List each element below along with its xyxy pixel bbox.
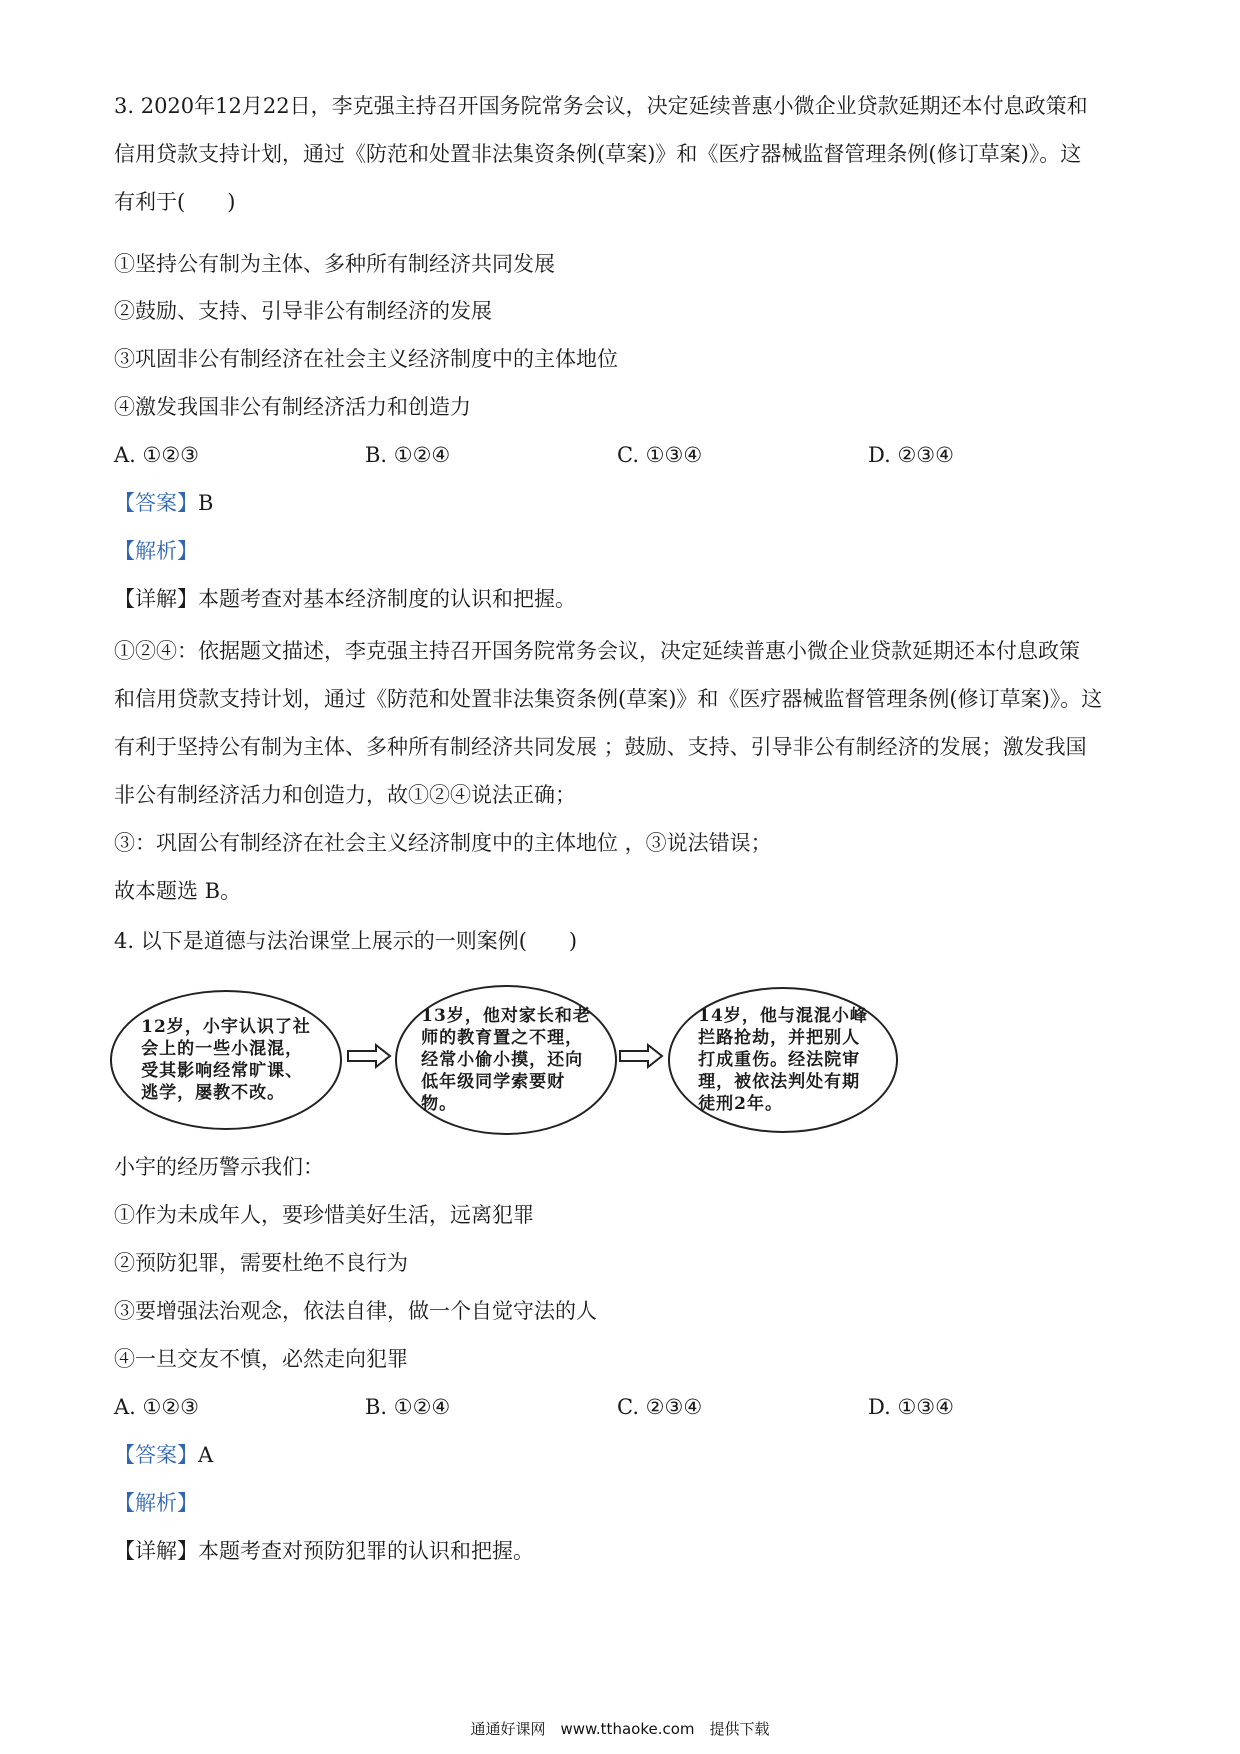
q4-analysis-tag: 【解析】 bbox=[114, 1491, 198, 1515]
q3-stem-line: 信用贷款支持计划，通过《防范和处置非法集资条例(草案)》和《医疗器械监督管理条例(修订草案)》。这 bbox=[114, 142, 1082, 166]
explanation-line: 非公有制经济活力和创造力，故①②④说法正确； bbox=[114, 783, 576, 807]
q4-item-2: ②预防犯罪，需要杜绝不良行为 bbox=[114, 1251, 408, 1275]
answer-tag: 【答案】 bbox=[114, 491, 198, 515]
arrow-right-icon bbox=[618, 1043, 664, 1069]
q4-item-1: ①作为未成年人，要珍惜美好生活，远离犯罪 bbox=[114, 1203, 534, 1227]
q3-answer bbox=[114, 488, 213, 518]
q4-option-b: B. ①②④ bbox=[365, 1395, 451, 1419]
q3-option-a: A. ①②③ bbox=[114, 443, 199, 467]
q3-detail: 【详解】本题考查对基本经济制度的认识和把握。 bbox=[114, 587, 576, 611]
case-bubble-age-12 bbox=[110, 990, 342, 1130]
q4-item-4: ④一旦交友不慎，必然走向犯罪 bbox=[114, 1347, 408, 1371]
q3-analysis-tag: 【解析】 bbox=[114, 539, 198, 563]
case-bubble-age-14 bbox=[668, 987, 898, 1133]
explanation-line: ③：巩固公有制经济在社会主义经济制度中的主体地位 ，③说法错误； bbox=[114, 831, 772, 855]
q3-option-c: C. ①③④ bbox=[617, 443, 703, 467]
answer-value: A bbox=[198, 1443, 214, 1467]
q3-stem bbox=[114, 82, 1130, 226]
bubble-text: 14岁，他与混混小峰 拦路抢劫，并把别人 打成重伤。经法院审 理，被依法判处有期 徒刑2年。 bbox=[698, 1006, 868, 1114]
q3-item-2: ②鼓励、支持、引导非公有制经济的发展 bbox=[114, 299, 492, 323]
explanation-line: 故本题选 B。 bbox=[114, 879, 242, 903]
q3-item-1: ①坚持公有制为主体、多种所有制经济共同发展 bbox=[114, 252, 555, 276]
q3-option-d: D. ②③④ bbox=[868, 443, 954, 467]
q4-detail: 【详解】本题考查对预防犯罪的认识和把握。 bbox=[114, 1539, 534, 1563]
answer-value: B bbox=[198, 491, 214, 515]
explanation-line: 和信用贷款支持计划，通过《防范和处置非法集资条例(草案)》和《医疗器械监督管理条例(修订草案)》。这 bbox=[114, 687, 1103, 711]
arrow-right-icon bbox=[346, 1043, 392, 1069]
q3-item-3: ③巩固非公有制经济在社会主义经济制度中的主体地位 bbox=[114, 347, 618, 371]
bubble-text: 12岁，小宇认识了社 会上的一些小混混， 受其影响经常旷课、 逃学，屡教不改。 bbox=[141, 1017, 311, 1103]
page-footer: 通通好课网 www.tthaoke.com 提供下载 bbox=[470, 1720, 770, 1738]
case-flow-diagram bbox=[110, 985, 910, 1135]
q3-stem-line: 3. 2020年12月22日，李克强主持召开国务院常务会议，决定延续普惠小微企业贷款延期还本付息政策和 bbox=[114, 94, 1088, 118]
q4-answer bbox=[114, 1440, 213, 1470]
q4-option-c: C. ②③④ bbox=[617, 1395, 703, 1419]
q4-item-3: ③要增强法治观念，依法自律，做一个自觉守法的人 bbox=[114, 1299, 597, 1323]
q3-option-b: B. ①②④ bbox=[365, 443, 451, 467]
answer-tag: 【答案】 bbox=[114, 1443, 198, 1467]
case-bubble-age-13 bbox=[395, 985, 617, 1135]
explanation-line: 有利于坚持公有制为主体、多种所有制经济共同发展 ；鼓励、支持、引导非公有制经济的发展；激发我国 bbox=[114, 735, 1087, 759]
explanation-line: ①②④：依据题文描述，李克强主持召开国务院常务会议，决定延续普惠小微企业贷款延期还本付息政策 bbox=[114, 639, 1080, 663]
q3-stem-line: 有利于( ) bbox=[114, 190, 236, 214]
q4-lead: 小宇的经历警示我们： bbox=[114, 1155, 324, 1179]
q3-explanation bbox=[114, 627, 1130, 915]
q4-option-d: D. ①③④ bbox=[868, 1395, 954, 1419]
bubble-text: 13岁，他对家长和老 师的教育置之不理， 经常小偷小摸，还向 低年级同学索要财 物。 bbox=[421, 1006, 591, 1114]
q4-option-a: A. ①②③ bbox=[114, 1395, 199, 1419]
q4-stem: 4. 以下是道德与法治课堂上展示的一则案例( ) bbox=[114, 929, 578, 953]
q3-item-4: ④激发我国非公有制经济活力和创造力 bbox=[114, 395, 471, 419]
